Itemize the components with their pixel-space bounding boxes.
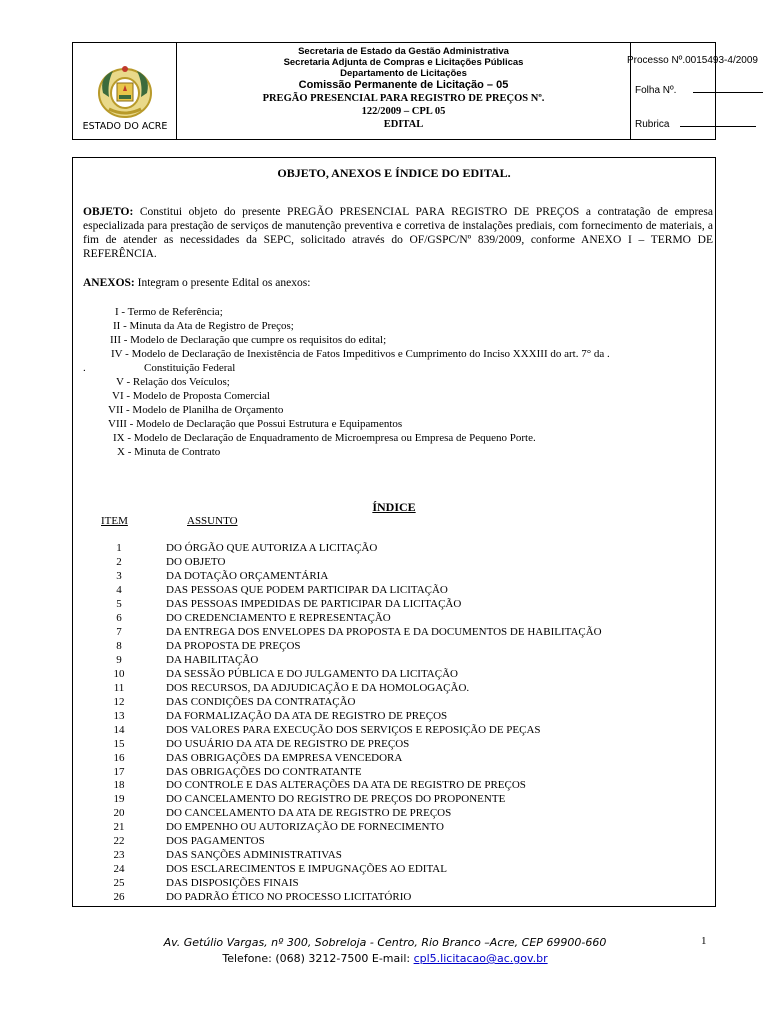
indice-item-number: 24 xyxy=(113,863,125,876)
indice-row xyxy=(73,542,713,556)
rubrica-label: Rubrica xyxy=(635,119,670,130)
indice-item-subject: DOS ESCLARECIMENTOS E IMPUGNAÇÕES AO EDITAL xyxy=(166,863,447,876)
header-line-secretaria-adjunta: Secretaria Adjunta de Compras e Licitações Públicas xyxy=(283,57,524,68)
indice-item-subject: DO CREDENCIAMENTO E REPRESENTAÇÃO xyxy=(166,611,391,624)
indice-item-number: 16 xyxy=(113,751,125,764)
indice-item-number: 26 xyxy=(113,891,125,904)
indice-item-number: 19 xyxy=(113,793,125,806)
anexo-item: IX - Modelo de Declaração de Enquadramento de Microempresa ou Empresa de Pequeno Porte. xyxy=(113,432,536,444)
indice-item-subject: DAS PESSOAS IMPEDIDAS DE PARTICIPAR DA LICITAÇÃO xyxy=(166,597,462,610)
indice-row xyxy=(73,821,713,835)
indice-item-number: 2 xyxy=(116,555,122,568)
indice-item-number: 17 xyxy=(113,765,125,778)
indice-item-number: 12 xyxy=(113,695,125,708)
indice-row xyxy=(73,863,713,877)
anexos-text: Integram o presente Edital os anexos: xyxy=(137,277,311,289)
indice-item-subject: DAS DISPOSIÇÕES FINAIS xyxy=(166,877,299,890)
indice-item-subject: DO CANCELAMENTO DA ATA DE REGISTRO DE PREÇOS xyxy=(166,807,452,820)
indice-item-subject: DA HABILITAÇÃO xyxy=(166,653,259,666)
indice-row xyxy=(73,752,713,766)
folha-blank xyxy=(693,92,763,93)
indice-item-number: 23 xyxy=(113,849,125,862)
indice-item-number: 10 xyxy=(113,667,125,680)
anexo-item: I - Termo de Referência; xyxy=(115,306,223,318)
indice-item-number: 5 xyxy=(116,597,122,610)
indice-row xyxy=(73,835,713,849)
rubrica-blank xyxy=(680,126,756,127)
indice-item-subject: DAS CONDIÇÕES DA CONTRATAÇÃO xyxy=(166,695,356,708)
anexo-item-continuation: Constituição Federal xyxy=(144,362,236,374)
acre-state-seal-icon xyxy=(95,63,155,121)
indice-row xyxy=(73,779,713,793)
indice-item-subject: DAS OBRIGAÇÕES DO CONTRATANTE xyxy=(166,765,362,778)
folha-label: Folha Nº. xyxy=(635,85,677,96)
footer-contact xyxy=(0,952,770,965)
anexo-item: V - Relação dos Veículos; xyxy=(116,376,230,388)
header-right-cell xyxy=(627,43,758,139)
header-title-block xyxy=(177,43,631,139)
anexo-item: III - Modelo de Declaração que cumpre os requisitos do edital; xyxy=(110,334,387,346)
estado-label: ESTADO DO ACRE xyxy=(82,121,168,132)
rubrica-field xyxy=(635,119,756,130)
indice-item-number: 13 xyxy=(113,709,125,722)
header-line-departamento: Departamento de Licitações xyxy=(340,68,467,79)
indice-row xyxy=(73,612,713,626)
indice-item-subject: DOS VALORES PARA EXECUÇÃO DOS SERVIÇOS E REPOSIÇÃO DE PEÇAS xyxy=(166,723,541,736)
indice-item-subject: DO PADRÃO ÉTICO NO PROCESSO LICITATÓRIO xyxy=(166,891,412,904)
page-number: 1 xyxy=(701,935,707,947)
header-line-comissao: Comissão Permanente de Licitação – 05 xyxy=(298,79,509,91)
anexo-item: X - Minuta de Contrato xyxy=(117,446,221,458)
anexo-item: VI - Modelo de Proposta Comercial xyxy=(112,390,270,402)
indice-item-number: 7 xyxy=(116,625,122,638)
indice-item-subject: DO CONTROLE E DAS ALTERAÇÕES DA ATA DE REGISTRO DE PREÇOS xyxy=(166,779,526,792)
indice-item-number: 1 xyxy=(116,542,122,554)
indice-row xyxy=(73,696,713,710)
indice-item-number: 21 xyxy=(113,821,125,834)
header-line-pregao: PREGÃO PRESENCIAL PARA REGISTRO DE PREÇOS Nº. xyxy=(262,93,545,104)
document-header xyxy=(72,42,758,140)
indice-item-number: 4 xyxy=(116,583,122,596)
indice-item-subject: DA PROPOSTA DE PREÇOS xyxy=(166,639,301,652)
stray-dot: . xyxy=(83,362,86,374)
indice-item-number: 3 xyxy=(116,569,122,582)
header-line-edital: EDITAL xyxy=(383,119,424,130)
indice-row xyxy=(73,682,713,696)
indice-row xyxy=(73,584,713,598)
indice-row xyxy=(73,654,713,668)
indice-item-subject: DO ÓRGÃO QUE AUTORIZA A LICITAÇÃO xyxy=(166,542,378,554)
indice-row xyxy=(73,570,713,584)
indice-title: ÍNDICE xyxy=(372,500,416,514)
indice-item-subject: DA ENTREGA DOS ENVELOPES DA PROPOSTA E DA DOCUMENTOS DE HABILITAÇÃO xyxy=(166,625,602,638)
indice-item-number: 8 xyxy=(116,639,122,652)
indice-item-number: 18 xyxy=(113,779,125,792)
objeto-paragraph xyxy=(83,205,713,261)
column-header-item: ITEM xyxy=(101,515,128,527)
footer-address: Av. Getúlio Vargas, nº 300, Sobreloja - Centro, Rio Branco –Acre, CEP 69900-660 xyxy=(163,936,607,949)
indice-item-subject: DO USUÁRIO DA ATA DE REGISTRO DE PREÇOS xyxy=(166,737,410,750)
indice-row xyxy=(73,807,713,821)
indice-row xyxy=(73,724,713,738)
indice-row xyxy=(73,738,713,752)
indice-row xyxy=(73,556,713,570)
indice-item-subject: DA DOTAÇÃO ORÇAMENTÁRIA xyxy=(166,569,329,582)
indice-item-subject: DA FORMALIZAÇÃO DA ATA DE REGISTRO DE PREÇOS xyxy=(166,709,448,722)
indice-row xyxy=(73,849,713,863)
anexo-item: II - Minuta da Ata de Registro de Preços; xyxy=(113,320,294,332)
anexo-item: VII - Modelo de Planilha de Orçamento xyxy=(108,404,284,416)
objeto-label: OBJETO: xyxy=(83,206,134,218)
indice-item-subject: DAS PESSOAS QUE PODEM PARTICIPAR DA LICITAÇÃO xyxy=(166,583,448,596)
indice-row xyxy=(73,877,713,891)
indice-item-subject: DO EMPENHO OU AUTORIZAÇÃO DE FORNECIMENTO xyxy=(166,821,444,834)
indice-row xyxy=(73,626,713,640)
anexo-item: VIII - Modelo de Declaração que Possui Estrutura e Equipamentos xyxy=(108,418,403,430)
indice-item-number: 15 xyxy=(113,737,125,750)
column-header-assunto: ASSUNTO xyxy=(187,515,238,527)
header-line-secretaria: Secretaria de Estado da Gestão Administrativa xyxy=(298,46,509,57)
indice-item-number: 25 xyxy=(113,877,125,890)
indice-row xyxy=(73,640,713,654)
indice-row xyxy=(73,766,713,780)
main-content-box xyxy=(72,157,716,907)
indice-item-number: 14 xyxy=(113,723,125,736)
anexos-paragraph xyxy=(83,276,713,290)
indice-item-number: 22 xyxy=(113,835,125,848)
footer-phone: Telefone: (068) 3212-7500 E-mail: xyxy=(222,952,411,965)
indice-item-subject: DO CANCELAMENTO DO REGISTRO DE PREÇOS DO PROPONENTE xyxy=(166,793,506,806)
indice-item-subject: DAS OBRIGAÇÕES DA EMPRESA VENCEDORA xyxy=(166,751,403,764)
indice-row xyxy=(73,598,713,612)
indice-row xyxy=(73,891,713,905)
anexo-item: IV - Modelo de Declaração de Inexistência de Fatos Impeditivos e Cumprimento do Inciso XXXIII do art. 7° da . xyxy=(111,348,610,360)
header-logo-cell xyxy=(73,43,177,139)
indice-item-number: 11 xyxy=(113,681,125,694)
header-line-numero: 122/2009 – CPL 05 xyxy=(361,106,446,117)
indice-item-number: 9 xyxy=(116,653,122,666)
indice-row xyxy=(73,710,713,724)
indice-item-number: 6 xyxy=(116,611,122,624)
indice-item-subject: DOS RECURSOS, DA ADJUDICAÇÃO E DA HOMOLOGAÇÃO. xyxy=(166,681,470,694)
indice-item-subject: DO OBJETO xyxy=(166,555,226,568)
indice-row xyxy=(73,668,713,682)
anexos-label: ANEXOS: xyxy=(83,277,135,289)
processo-number: Processo Nº.0015493-4/2009 xyxy=(627,55,758,66)
indice-row xyxy=(73,793,713,807)
indice-item-subject: DAS SANÇÕES ADMINISTRATIVAS xyxy=(166,849,342,862)
indice-item-subject: DOS PAGAMENTOS xyxy=(166,835,265,848)
indice-item-number: 20 xyxy=(113,807,125,820)
folha-field xyxy=(635,85,763,96)
section-title: OBJETO, ANEXOS E ÍNDICE DO EDITAL. xyxy=(277,166,511,180)
footer-email-link[interactable]: cpl5.licitacao@ac.gov.br xyxy=(413,952,548,965)
objeto-text: Constitui objeto do presente PREGÃO PRESENCIAL PARA REGISTRO DE PREÇOS a contratação de empresa especializada para prestação de serviços de manutenção preventiva e corretiva de instalações prediais, com fornecimento de materiais, a fim de atender as necessidades da SEPC, solicitado através do OF/GSPC/Nº 839/2009, conforme ANEXO I – TERMO DE REFERÊNCIA. xyxy=(83,206,713,260)
indice-item-subject: DA SESSÃO PÚBLICA E DO JULGAMENTO DA LICITAÇÃO xyxy=(166,667,458,680)
